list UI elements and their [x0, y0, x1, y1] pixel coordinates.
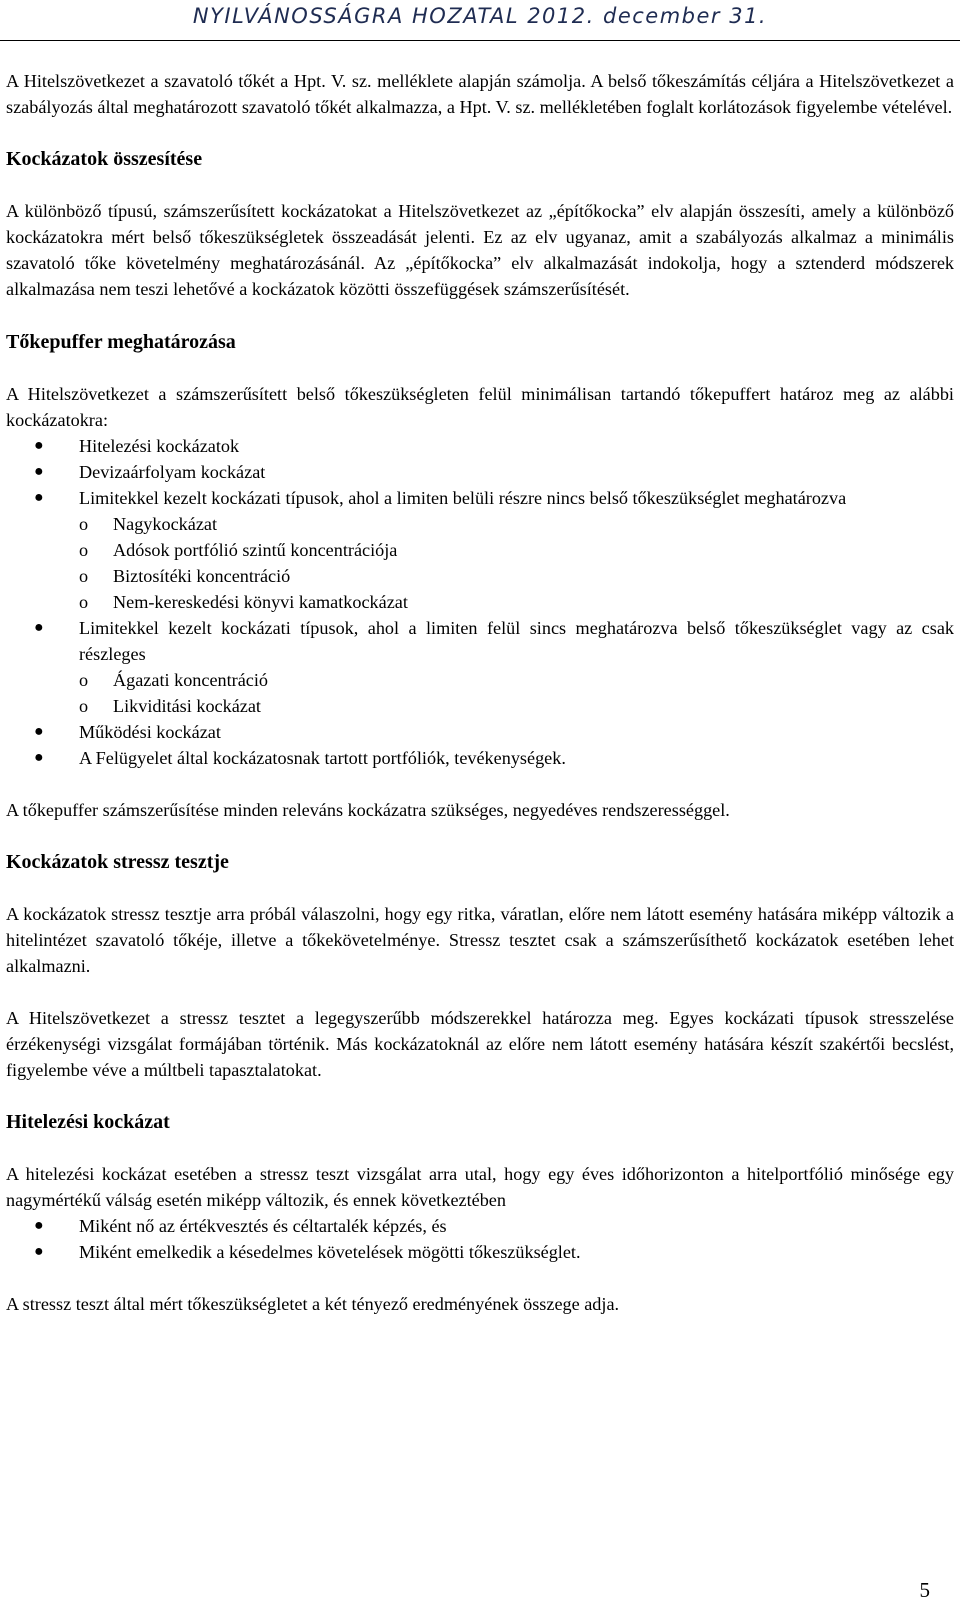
list-item: ● Devizaárfolyam kockázat: [6, 459, 954, 485]
sub-list-item: o Nem-kereskedési könyvi kamatkockázat: [79, 592, 408, 612]
bullet-marker: ●: [34, 437, 44, 454]
risk-summary-paragraph: A különböző típusú, számszerűsített kockázatokat a Hitelszövetkezet az „építőkocka” elv alapján összesíti, amely a különböző kockázatokra mért belső tőkeszükségletek összeadását jelenti. Ez az elv ugyanaz, amit a szabályozás alkalmaz a minimális szavatoló tőke követelmény meghatározásánál. Az „építőkocka” elv alkalmazását indokolja, hogy a sztenderd módszerek alkalmazása nem teszi lehetővé a kockázatok közötti összefüggések számszerűsítését.: [6, 201, 954, 299]
sub-list: [79, 511, 954, 615]
heading-capital-buffer: Tőkepuffer meghatározása: [6, 331, 236, 353]
heading-risk-summary: Kockázatok összesítése: [6, 148, 203, 170]
sub-list-item: o Adósok portfólió szintű koncentrációja: [79, 540, 398, 560]
sub-list: [79, 667, 954, 719]
list-item: ● A Felügyelet által kockázatosnak tartott portfóliók, tevékenységek.: [6, 745, 954, 771]
capital-buffer-paragraph: A Hitelszövetkezet a számszerűsített belső tőkeszükségleten felül minimálisan tartandó tőkepuffert határoz meg az alábbi kockázatokra:: [6, 384, 954, 430]
sub-list-item: o Nagykockázat: [79, 514, 218, 534]
sub-list-item: o Likviditási kockázat: [79, 696, 261, 716]
bullet-marker: ●: [34, 723, 44, 740]
sub-list-item: o Biztosítéki koncentráció: [79, 566, 291, 586]
capital-buffer-closing: A tőkepuffer számszerűsítése minden releváns kockázatra szükséges, negyedéves rendszerességgel.: [6, 800, 730, 820]
stress-test-paragraph-2: A Hitelszövetkezet a stressz tesztet a legegyszerűbb módszerekkel határozza meg. Egyes kockázati típusok stresszelése érzékenységi vizsgálat formájában történik. Más kockázatoknál az előre nem látott esemény hatására készít szakértői becslést, figyelembe véve a múltbeli tapasztalatokat.: [6, 1008, 954, 1080]
bullet-marker: ●: [34, 619, 44, 636]
list-item: ● Limitekkel kezelt kockázati típusok, ahol a limiten belüli részre nincs belső tőkeszükséglet meghatározva o Nagykockázat o Adósok portfólió szintű koncentrációja o Biztosítéki koncentráció o Nem-kereskedési könyvi kamatkockázat: [6, 485, 954, 615]
credit-risk-list: [6, 1213, 954, 1265]
header-rule: [0, 40, 960, 41]
list-item: ● Limitekkel kezelt kockázati típusok, ahol a limiten felül sincs meghatározva belső tőkeszükséglet vagy az csak részleges o Ágazati koncentráció o Likviditási kockázat: [6, 615, 954, 719]
list-item: ● Miként nő az értékvesztés és céltartalék képzés, és: [6, 1213, 954, 1239]
credit-risk-closing: A stressz teszt által mért tőkeszükségletet a két tényező eredményének összege adja.: [6, 1294, 620, 1314]
sub-list-item: o Ágazati koncentráció: [79, 670, 269, 690]
document-body: [6, 68, 954, 1317]
capital-buffer-list: [6, 433, 954, 771]
page-header: [0, 0, 960, 64]
heading-stress-test: Kockázatok stressz tesztje: [6, 851, 229, 873]
bullet-marker: ●: [34, 489, 44, 506]
heading-credit-risk: Hitelezési kockázat: [6, 1111, 170, 1133]
bullet-marker: ●: [34, 463, 44, 480]
stress-test-paragraph-1: A kockázatok stressz tesztje arra próbál válaszolni, hogy egy ritka, váratlan, előre nem látott esemény hatására miképp változik a hitelintézet szavatoló tőkéje, illetve a tőkekövetelménye. Stressz tesztet csak a számszerűsíthető kockázatok esetében lehet alkalmazni.: [6, 904, 954, 976]
header-title: NYILVÁNOSSÁGRA HOZATAL 2012. december 31.: [192, 4, 768, 28]
intro-paragraph: A Hitelszövetkezet a szavatoló tőkét a Hpt. V. sz. melléklete alapján számolja. A belső tőkeszámítás céljára a Hitelszövetkezet a szabályozás által meghatározott szavatoló tőkét alkalmazza, a Hpt. V. sz. mellékletében foglalt korlátozások figyelembe vételével.: [6, 71, 954, 117]
bullet-marker: ●: [34, 1217, 44, 1234]
bullet-marker: ●: [34, 749, 44, 766]
page-number: 5: [919, 1578, 930, 1602]
credit-risk-paragraph: A hitelezési kockázat esetében a stressz teszt vizsgálat arra utal, hogy egy éves időhorizonton a hitelportfólió minősége egy nagymértékű válság esetén miképp változik, és ennek következtében: [6, 1164, 954, 1210]
list-item: ● Működési kockázat: [6, 719, 954, 745]
list-item: ● Miként emelkedik a késedelmes követelések mögötti tőkeszükséglet.: [6, 1239, 954, 1265]
bullet-marker: ●: [34, 1243, 44, 1260]
list-item: ● Hitelezési kockázatok: [6, 433, 954, 459]
